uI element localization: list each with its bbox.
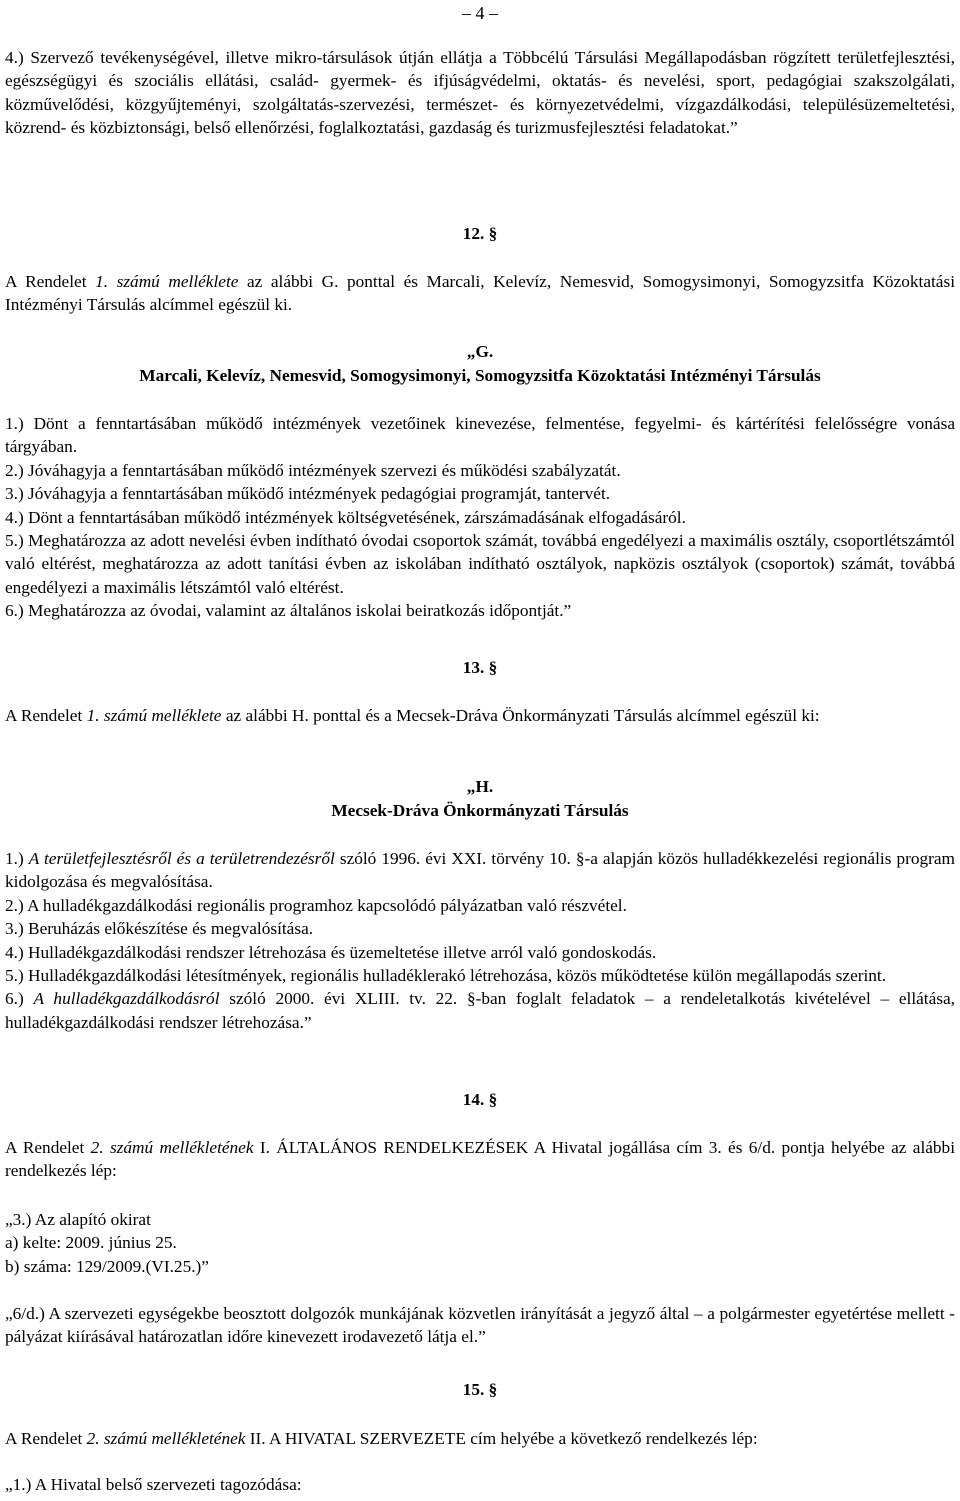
section-number: 14. (462, 1090, 485, 1109)
section-14-6d: „6/d.) A szervezeti egységekbe beosztott dolgozók munkájának közvetlen irányítását a jegyző által – a polgármester egyetértése mellett - pályázat kiírásával határozatlan időre kinevezett irodavezető látja el.” (5, 1304, 955, 1347)
section-12-sub-letter: „G. (466, 342, 494, 361)
list-item: 2.) A hulladékgazdálkodási regionális programhoz kapcsolódó pályázatban való részvétel. (5, 895, 627, 915)
section-sign-icon: § (488, 658, 498, 677)
section-sign-icon: § (488, 1380, 498, 1399)
section-sign-icon: § (488, 1090, 498, 1109)
section-sign-icon: § (466, 989, 476, 1009)
section-number: 13. (462, 658, 485, 677)
section-15-heading (5, 1378, 955, 1401)
list-item: 1.) A területfejlesztésről és a területrendezésről szóló 1996. évi XXI. törvény 10. §-a alapján közös hulladékkezelési regionális program kidolgozása és megvalósítása. (5, 849, 955, 892)
section-number: 15. (462, 1380, 485, 1399)
list-item: 2.) Jóváhagyja a fenntartásában működő intézmények szervezi és működési szabályzatát. (5, 460, 621, 480)
section-15-intro: A Rendelet 2. számú mellékletének II. A HIVATAL SZERVEZETE cím helyébe a következő rendelkezés lép: (5, 1429, 758, 1448)
text-line: „3.) Az alapító okirat (5, 1210, 151, 1229)
section-14-intro: A Rendelet 2. számú mellékletének I. ÁLTALÁNOS RENDELKEZÉSEK A Hivatal jogállása cím 3. és 6/d. pontja helyébe az alábbi rendelkezés lép: (5, 1138, 955, 1181)
list-item: 3.) Jóváhagyja a fenntartásában működő intézmények pedagógiai programját, tantervét. (5, 484, 611, 504)
list-item: 4.) Hulladékgazdálkodási rendszer létrehozása és üzemeltetése illetve arról való gondoskodás. (5, 942, 657, 962)
paragraph-4: 4.) Szervező tevékenységével, illetve mikro-társulások útján ellátja a Többcélú Társulási Megállapodásban rögzített területfejlesztési, egészségügyi és szociális ellátási, család- gyermek- és ifjúságvédelmi, oktatás- és nevelési, sport, pedagógiai szakszolgálati, közművelődési, közgyűjteményi, szolgáltatás-szervezési, természet- és környezetvédelmi, vízgazdálkodási, településüzemeltetési, közrend- és közbiztonsági, belső ellenőrzési, foglalkoztatási, gazdaság és turizmusfejlesztési feladatokat.” (5, 48, 955, 138)
list-item: 6.) A hulladékgazdálkodásról szóló 2000. évi XLIII. tv. 22. §-ban foglalt feladatok – a rendeletalkotás kivételével – ellátása, hulladékgazdálkodási rendszer létrehozása.” (5, 989, 955, 1032)
list-item: 1.) Dönt a fenntartásában működő intézmények vezetőinek kinevezése, felmentése, fegyelmi- és kártérítési felelősségre vonása tárgyában. (5, 414, 955, 457)
list-item: 5.) Hulladékgazdálkodási létesítmények, regionális hulladéklerakó létrehozása, közös működtetése külön megállapodás szerint. (5, 966, 887, 986)
section-13-heading (5, 656, 955, 679)
section-13-sub-letter: „H. (466, 777, 494, 796)
section-number: 12. (462, 224, 485, 243)
section-13-intro: A Rendelet 1. számú melléklete az alábbi H. ponttal és a Mecsek-Dráva Önkormányzati Társulás alcímmel egészül ki: (5, 706, 820, 725)
section-sign-icon: § (488, 224, 498, 243)
section-13-sub-title: Mecsek-Dráva Önkormányzati Társulás (331, 801, 629, 820)
section-12-items (5, 412, 955, 623)
page-number: – 4 – (462, 3, 498, 23)
section-14-heading (5, 1088, 955, 1111)
text-line: b) száma: 129/2009.(VI.25.)” (5, 1256, 209, 1276)
section-12-intro: A Rendelet 1. számú melléklete az alábbi G. ponttal és Marcali, Kelevíz, Nemesvid, Somogysimonyi, Somogyzsitfa Közoktatási Intézményi Társulás alcímmel egészül ki. (5, 272, 955, 315)
list-item: 5.) Meghatározza az adott nevelési évben indítható óvodai csoportok számát, továbbá engedélyezi a maximális osztály, csoportlétszámtól való eltérést, meghatározza az adott tanítási évben az iskolában indítható osztályok, napközis osztályok (csoportok) számát, továbbá engedélyezi a maximális létszámtól való eltérést. (5, 531, 955, 597)
list-item: 6.) Meghatározza az óvodai, valamint az általános iskolai beiratkozás időpontját.” (5, 601, 572, 621)
list-item: 3.) Beruházás előkészítése és megvalósítása. (5, 919, 314, 939)
section-12-sub-title: Marcali, Kelevíz, Nemesvid, Somogysimonyi, Somogyzsitfa Közoktatási Intézményi Társulás (139, 366, 821, 385)
list-item: 4.) Dönt a fenntartásában működő intézmények költségvetésének, zárszámadásának elfogadásáról. (5, 507, 686, 527)
section-13-items (5, 847, 955, 1034)
section-sign-icon: § (575, 849, 585, 868)
section-15-line: „1.) A Hivatal belső szervezeti tagozódása: (5, 1475, 302, 1494)
section-12-heading (5, 222, 955, 245)
section-14-lines (5, 1208, 955, 1278)
text-line: a) kelte: 2009. június 25. (5, 1233, 177, 1253)
